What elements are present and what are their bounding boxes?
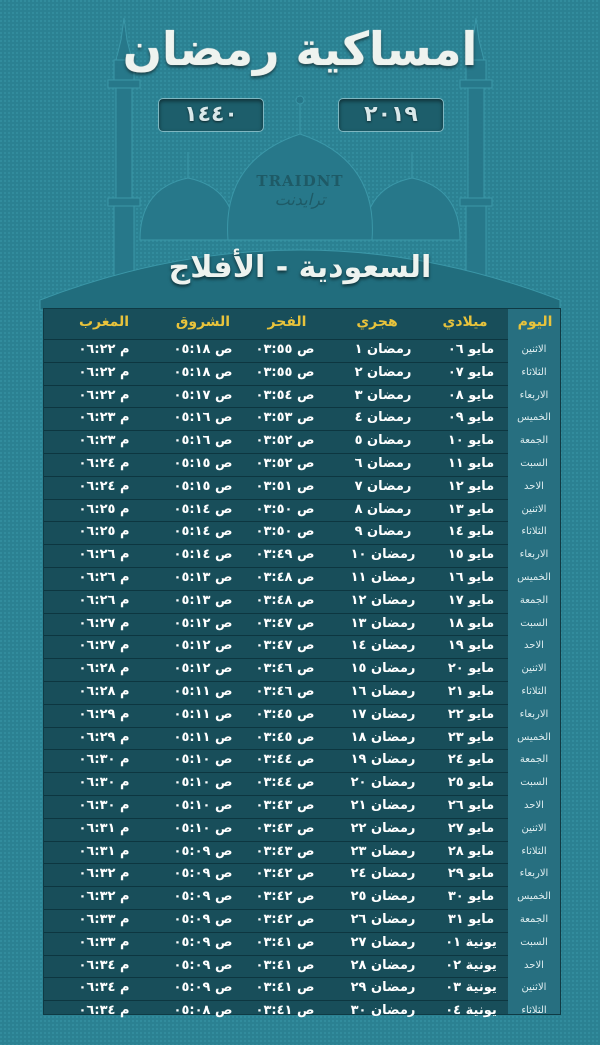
- gregorian-year-badge: ٢٠١٩: [338, 98, 444, 132]
- cell-maghrib: م ٠٦:٣٤: [78, 1003, 130, 1019]
- table-row: [44, 477, 560, 499]
- cell-day: الاثنين: [521, 344, 547, 355]
- cell-maghrib: م ٠٦:٣٠: [78, 752, 130, 768]
- cell-day: الاحد: [524, 640, 544, 652]
- cell-hijri: رمضان ٢٢: [350, 820, 416, 836]
- table-row: [44, 887, 560, 909]
- cell-hijri: رمضان ١٢: [350, 592, 416, 608]
- cell-fajr: ص ٠٣:٥٢: [255, 456, 315, 471]
- cell-gregorian: يونية ٠٤: [445, 1003, 497, 1019]
- cell-day: الجمعة: [519, 914, 549, 925]
- cell-gregorian: يونية ٠٢: [445, 957, 497, 973]
- cell-fajr: ص ٠٣:٤٢: [255, 912, 315, 927]
- cell-sunrise: ص ٠٥:١٠: [173, 775, 233, 791]
- table-row: [44, 431, 560, 453]
- cell-sunrise: ص ٠٥:٠٩: [173, 889, 233, 905]
- cell-fajr: ص ٠٣:٤٤: [255, 775, 315, 791]
- cell-hijri: رمضان ٢٣: [350, 843, 416, 859]
- header-maghrib: المغرب: [78, 314, 130, 330]
- table-row: [44, 363, 560, 385]
- cell-fajr: ص ٠٣:٥٠: [255, 501, 315, 517]
- cell-hijri: رمضان ٧: [354, 478, 412, 494]
- cell-hijri: رمضان ١٧: [350, 706, 416, 722]
- cell-sunrise: ص ٠٥:١٦: [173, 433, 233, 449]
- cell-sunrise: ص ٠٥:١٣: [173, 592, 233, 608]
- cell-day: السبت: [520, 617, 548, 629]
- header-fajr: الفجر: [267, 314, 307, 330]
- cell-sunrise: ص ٠٥:١٤: [173, 524, 233, 540]
- cell-maghrib: م ٠٦:٢٢: [78, 342, 130, 357]
- cell-sunrise: ص ٠٥:١١: [173, 684, 233, 699]
- cell-sunrise: ص ٠٥:٠٩: [173, 934, 233, 950]
- page-title: امساكية رمضان: [122, 22, 478, 76]
- cell-day: الاحد: [524, 480, 544, 492]
- cell-fajr: ص ٠٣:٤٥: [255, 729, 315, 745]
- cell-day: الخميس: [517, 412, 551, 424]
- cell-sunrise: ص ٠٥:١٠: [173, 798, 233, 813]
- cell-sunrise: ص ٠٥:١٢: [173, 615, 233, 631]
- cell-sunrise: ص ٠٥:٠٩: [173, 912, 233, 927]
- cell-hijri: رمضان ٢٧: [350, 934, 416, 950]
- cell-fajr: ص ٠٣:٥٥: [255, 364, 315, 380]
- table-row: [44, 500, 560, 522]
- cell-hijri: رمضان ٨: [354, 501, 412, 517]
- table-row: [44, 933, 560, 955]
- cell-maghrib: م ٠٦:٣٢: [78, 889, 130, 905]
- cell-gregorian: مايو ٢٥: [447, 775, 495, 791]
- cell-gregorian: مايو ٠٦: [447, 342, 495, 357]
- cell-hijri: رمضان ١١: [350, 570, 416, 585]
- cell-maghrib: م ٠٦:٢٢: [78, 364, 130, 380]
- cell-gregorian: مايو ٢٩: [447, 866, 495, 882]
- cell-fajr: ص ٠٣:٤١: [255, 957, 315, 973]
- cell-gregorian: مايو ٠٩: [447, 410, 495, 426]
- cell-fajr: ص ٠٣:٤١: [255, 1003, 315, 1019]
- table-row: [44, 910, 560, 932]
- cell-sunrise: ص ٠٥:١١: [173, 706, 233, 722]
- cell-gregorian: مايو ١٦: [447, 570, 495, 585]
- table-row: [44, 728, 560, 750]
- cell-hijri: رمضان ٢٥: [350, 889, 416, 905]
- cell-hijri: رمضان ٩: [354, 524, 412, 540]
- cell-day: الثلاثاء: [521, 526, 547, 538]
- cell-fajr: ص ٠٣:٤٢: [255, 866, 315, 882]
- cell-gregorian: مايو ١٢: [447, 478, 495, 494]
- cell-fajr: ص ٠٣:٤٥: [255, 706, 315, 722]
- cell-day: الاحد: [524, 800, 544, 811]
- cell-hijri: رمضان ١٨: [350, 729, 416, 745]
- cell-maghrib: م ٠٦:٢٩: [78, 706, 130, 722]
- cell-maghrib: م ٠٦:٢٩: [78, 729, 130, 745]
- cell-day: الجمعة: [519, 435, 549, 447]
- cell-maghrib: م ٠٦:٣١: [78, 843, 130, 859]
- cell-maghrib: م ٠٦:٢٣: [78, 433, 130, 449]
- cell-gregorian: مايو ٢٤: [447, 752, 495, 768]
- cell-maghrib: م ٠٦:٢٢: [78, 387, 130, 403]
- cell-gregorian: مايو ٢٦: [447, 798, 495, 813]
- cell-fajr: ص ٠٣:٤٨: [255, 570, 315, 585]
- cell-sunrise: ص ٠٥:٠٩: [173, 866, 233, 882]
- cell-sunrise: ص ٠٥:١٠: [173, 820, 233, 836]
- cell-sunrise: ص ٠٥:١٥: [173, 456, 233, 471]
- cell-fajr: ص ٠٣:٥٣: [255, 410, 315, 426]
- cell-maghrib: م ٠٦:٢٧: [78, 615, 130, 631]
- cell-day: الجمعة: [519, 594, 549, 606]
- cell-day: الثلاثاء: [521, 366, 547, 378]
- table-row: [44, 682, 560, 704]
- cell-fajr: ص ٠٣:٥١: [255, 478, 315, 494]
- brand-logo-arabic: ترايدنت: [274, 190, 326, 209]
- table-row: [44, 842, 560, 864]
- cell-day: السبت: [520, 777, 548, 789]
- cell-gregorian: مايو ٢٠: [447, 661, 495, 677]
- cell-maghrib: م ٠٦:٣٠: [78, 798, 130, 813]
- cell-maghrib: م ٠٦:٢٤: [78, 456, 130, 471]
- table-header: [44, 309, 560, 337]
- header-sunrise: الشروق: [175, 314, 231, 330]
- brand-logo: TRAIDNT: [256, 172, 344, 190]
- cell-sunrise: ص ٠٥:١٣: [173, 570, 233, 585]
- table-row: [44, 591, 560, 613]
- cell-maghrib: م ٠٦:٢٤: [78, 478, 130, 494]
- cell-maghrib: م ٠٦:٢٦: [78, 570, 130, 585]
- cell-hijri: رمضان ٣٠: [350, 1003, 416, 1019]
- cell-sunrise: ص ٠٥:٠٩: [173, 843, 233, 859]
- cell-maghrib: م ٠٦:٢٦: [78, 547, 130, 563]
- cell-day: السبت: [520, 458, 548, 469]
- cell-gregorian: يونية ٠٣: [445, 980, 497, 996]
- table-row: [44, 956, 560, 978]
- cell-gregorian: مايو ٣٠: [447, 889, 495, 905]
- cell-day: الاثنين: [521, 982, 547, 994]
- cell-hijri: رمضان ١٠: [350, 547, 416, 563]
- cell-day: الاربعاء: [519, 549, 549, 561]
- cell-hijri: رمضان ٣: [354, 387, 412, 403]
- cell-gregorian: مايو ١٣: [447, 501, 495, 517]
- cell-hijri: رمضان ٦: [354, 456, 412, 471]
- cell-fajr: ص ٠٣:٤٣: [255, 843, 315, 859]
- table-row: [44, 705, 560, 727]
- cell-sunrise: ص ٠٥:١٨: [173, 364, 233, 380]
- table-row: [44, 568, 560, 590]
- cell-gregorian: مايو ٢٨: [447, 843, 495, 859]
- cell-fajr: ص ٠٣:٤٦: [255, 684, 315, 699]
- cell-hijri: رمضان ٢٠: [350, 775, 416, 791]
- cell-day: الثلاثاء: [521, 686, 547, 697]
- cell-sunrise: ص ٠٥:١١: [173, 729, 233, 745]
- cell-sunrise: ص ٠٥:١٤: [173, 547, 233, 563]
- cell-gregorian: مايو ١٧: [447, 592, 495, 608]
- table-row: [44, 659, 560, 681]
- cell-maghrib: م ٠٦:٢٧: [78, 638, 130, 654]
- cell-hijri: رمضان ٤: [354, 410, 412, 426]
- cell-fajr: ص ٠٣:٤٣: [255, 798, 315, 813]
- cell-maghrib: م ٠٦:٢٥: [78, 524, 130, 540]
- cell-sunrise: ص ٠٥:٠٩: [173, 980, 233, 996]
- cell-maghrib: م ٠٦:٢٣: [78, 410, 130, 426]
- cell-gregorian: مايو ٢١: [447, 684, 495, 699]
- table-row: [44, 545, 560, 567]
- cell-maghrib: م ٠٦:٢٥: [78, 501, 130, 517]
- cell-hijri: رمضان ١٩: [350, 752, 416, 768]
- cell-day: الجمعة: [519, 754, 549, 766]
- cell-gregorian: يونية ٠١: [445, 934, 497, 950]
- cell-fajr: ص ٠٣:٥٥: [255, 342, 315, 357]
- cell-hijri: رمضان ١٥: [350, 661, 416, 677]
- table-row: [44, 386, 560, 408]
- cell-day: الاربعاء: [519, 389, 549, 401]
- cell-sunrise: ص ٠٥:١٤: [173, 501, 233, 517]
- cell-maghrib: م ٠٦:٣١: [78, 820, 130, 836]
- cell-maghrib: م ٠٦:٣٣: [78, 912, 130, 927]
- table-row: [44, 978, 560, 1000]
- cell-day: الاثنين: [521, 822, 547, 834]
- cell-sunrise: ص ٠٥:١٦: [173, 410, 233, 426]
- table-row: [44, 454, 560, 476]
- cell-hijri: رمضان ١٤: [350, 638, 416, 654]
- table-row: [44, 864, 560, 886]
- cell-fajr: ص ٠٣:٥٠: [255, 524, 315, 540]
- cell-day: الاثنين: [521, 663, 547, 675]
- cell-gregorian: مايو ١٥: [447, 547, 495, 563]
- cell-fajr: ص ٠٣:٤٩: [255, 547, 315, 563]
- cell-sunrise: ص ٠٥:١٨: [173, 342, 233, 357]
- table-row: [44, 614, 560, 636]
- table-row: [44, 773, 560, 795]
- cell-maghrib: م ٠٦:٢٨: [78, 684, 130, 699]
- cell-maghrib: م ٠٦:٣٢: [78, 866, 130, 882]
- cell-hijri: رمضان ٥: [354, 433, 412, 449]
- cell-fajr: ص ٠٣:٤٣: [255, 820, 315, 836]
- cell-hijri: رمضان ٢٨: [350, 957, 416, 973]
- cell-day: الثلاثاء: [521, 1005, 547, 1017]
- cell-day: الاربعاء: [519, 868, 549, 880]
- cell-fajr: ص ٠٣:٤٢: [255, 889, 315, 905]
- header-hijri: هجري: [356, 314, 398, 330]
- cell-gregorian: مايو ١٤: [447, 524, 495, 540]
- table-row: [44, 340, 560, 362]
- cell-day: الثلاثاء: [521, 845, 547, 857]
- cell-gregorian: مايو ٢٣: [447, 729, 495, 745]
- cell-gregorian: مايو ١٩: [447, 638, 495, 654]
- cell-fajr: ص ٠٣:٤٧: [255, 638, 315, 654]
- cell-gregorian: مايو ٠٨: [447, 387, 495, 403]
- cell-gregorian: مايو ٠٧: [447, 364, 495, 380]
- cell-gregorian: مايو ٣١: [447, 912, 495, 927]
- cell-hijri: رمضان ١: [354, 342, 412, 357]
- cell-fajr: ص ٠٣:٥٢: [255, 433, 315, 449]
- cell-sunrise: ص ٠٥:٠٩: [173, 957, 233, 973]
- cell-hijri: رمضان ٢٤: [350, 866, 416, 882]
- cell-hijri: رمضان ٢: [354, 364, 412, 380]
- cell-sunrise: ص ٠٥:٠٨: [173, 1003, 233, 1019]
- cell-maghrib: م ٠٦:٣٣: [78, 934, 130, 950]
- cell-fajr: ص ٠٣:٤١: [255, 980, 315, 996]
- cell-maghrib: م ٠٦:٢٨: [78, 661, 130, 677]
- table-row: [44, 522, 560, 544]
- cell-fajr: ص ٠٣:٤٨: [255, 592, 315, 608]
- cell-day: السبت: [520, 936, 548, 948]
- cell-hijri: رمضان ٢٦: [350, 912, 416, 927]
- cell-hijri: رمضان ٢١: [350, 798, 416, 813]
- hijri-year-badge: ١٤٤٠: [158, 98, 264, 132]
- cell-day: الاحد: [524, 959, 544, 971]
- table-row: [44, 796, 560, 818]
- cell-day: الخميس: [517, 572, 551, 583]
- cell-maghrib: م ٠٦:٣٤: [78, 980, 130, 996]
- cell-day: الاربعاء: [519, 708, 549, 720]
- prayer-times-table: [44, 309, 560, 1019]
- cell-maghrib: م ٠٦:٣٤: [78, 957, 130, 973]
- region-title: السعودية - الأفلاج: [168, 250, 432, 285]
- cell-hijri: رمضان ١٦: [350, 684, 416, 699]
- cell-sunrise: ص ٠٥:١٠: [173, 752, 233, 768]
- cell-maghrib: م ٠٦:٣٠: [78, 775, 130, 791]
- cell-gregorian: مايو ١٨: [447, 615, 495, 631]
- cell-fajr: ص ٠٣:٥٤: [255, 387, 315, 403]
- header-gregorian: ميلادي: [442, 314, 488, 330]
- cell-gregorian: مايو ٢٢: [447, 706, 495, 722]
- table-row: [44, 636, 560, 658]
- cell-sunrise: ص ٠٥:١٢: [173, 638, 233, 654]
- table-row: [44, 819, 560, 841]
- cell-hijri: رمضان ١٣: [350, 615, 416, 631]
- cell-sunrise: ص ٠٥:١٧: [173, 387, 233, 403]
- cell-day: الخميس: [517, 891, 551, 903]
- cell-gregorian: مايو ٢٧: [447, 820, 495, 836]
- header-day: اليوم: [517, 314, 553, 330]
- cell-gregorian: مايو ١٠: [447, 433, 495, 449]
- cell-maghrib: م ٠٦:٢٦: [78, 592, 130, 608]
- cell-sunrise: ص ٠٥:١٢: [173, 661, 233, 677]
- table-row: [44, 1001, 560, 1023]
- cell-fajr: ص ٠٣:٤٤: [255, 752, 315, 768]
- table-row: [44, 408, 560, 430]
- cell-day: الخميس: [517, 731, 551, 743]
- cell-day: الاثنين: [521, 503, 547, 515]
- cell-fajr: ص ٠٣:٤١: [255, 934, 315, 950]
- cell-fajr: ص ٠٣:٤٦: [255, 661, 315, 677]
- table-row: [44, 750, 560, 772]
- cell-gregorian: مايو ١١: [447, 456, 495, 471]
- cell-hijri: رمضان ٢٩: [350, 980, 416, 996]
- cell-fajr: ص ٠٣:٤٧: [255, 615, 315, 631]
- cell-sunrise: ص ٠٥:١٥: [173, 478, 233, 494]
